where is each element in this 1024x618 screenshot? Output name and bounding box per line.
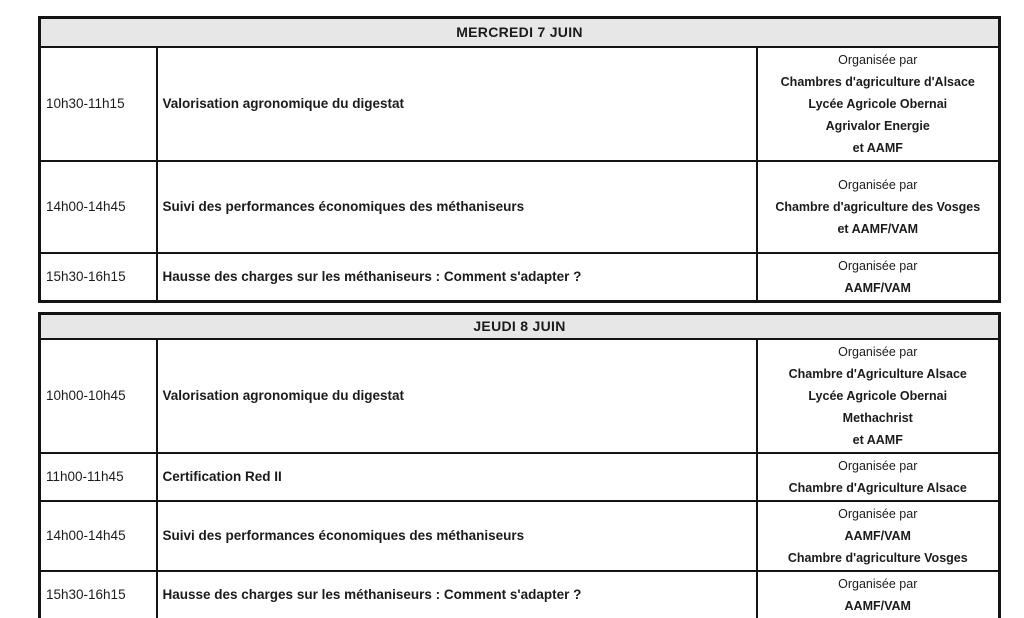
organizer-cell [757, 253, 1000, 302]
organizer-cell [757, 47, 1000, 161]
session-row [40, 571, 1000, 618]
organizer-cell [757, 501, 1000, 571]
organizer-label: Organisée par [838, 576, 918, 591]
session-cell: Hausse des charges sur les méthaniseurs : Comment s'adapter ? [157, 253, 757, 302]
organizer-name: AAMF/VAM [844, 280, 911, 295]
organizer-label: Organisée par [838, 177, 918, 192]
time-cell: 15h30-16h15 [40, 571, 157, 618]
session-cell: Suivi des performances économiques des méthaniseurs [157, 501, 757, 571]
day-title: JEUDI 8 JUIN [40, 314, 1000, 339]
session-cell: Certification Red II [157, 453, 757, 501]
organizer-name: Chambre d'Agriculture Alsace [788, 480, 967, 495]
organizer-cell [757, 339, 1000, 453]
time-cell: 14h00-14h45 [40, 161, 157, 253]
table-header-row [40, 314, 1000, 339]
organizer-cell [757, 571, 1000, 618]
organizer-name: Chambre d'agriculture des Vosges [775, 199, 981, 214]
schedule-table-wednesday [38, 16, 1001, 303]
organizer-label: Organisée par [838, 52, 918, 67]
session-row [40, 501, 1000, 571]
organizer-label: Organisée par [838, 258, 918, 273]
time-cell: 10h30-11h15 [40, 47, 157, 161]
session-cell: Valorisation agronomique du digestat [157, 47, 757, 161]
organizer-label: Organisée par [838, 506, 918, 521]
day-title: MERCREDI 7 JUIN [40, 18, 1000, 47]
session-cell: Hausse des charges sur les méthaniseurs : Comment s'adapter ? [157, 571, 757, 618]
organizer-name: et AAMF [852, 140, 903, 155]
time-cell: 10h00-10h45 [40, 339, 157, 453]
organizer-name: Lycée Agricole Obernai [808, 96, 948, 111]
organizer-label: Organisée par [838, 344, 918, 359]
session-row [40, 253, 1000, 302]
organizer-cell [757, 161, 1000, 253]
organizer-name: Chambres d'agriculture d'Alsace [780, 74, 975, 89]
time-cell: 15h30-16h15 [40, 253, 157, 302]
organizer-name: Methachrist [842, 410, 913, 425]
organizer-name: AAMF/VAM [844, 528, 911, 543]
table-header-row [40, 18, 1000, 47]
session-row [40, 339, 1000, 453]
time-cell: 14h00-14h45 [40, 501, 157, 571]
session-row [40, 161, 1000, 253]
organizer-name: Lycée Agricole Obernai [808, 388, 948, 403]
session-cell: Valorisation agronomique du digestat [157, 339, 757, 453]
time-cell: 11h00-11h45 [40, 453, 157, 501]
organizer-label: Organisée par [838, 458, 918, 473]
session-row [40, 453, 1000, 501]
organizer-name: Chambre d'Agriculture Alsace [788, 366, 967, 381]
organizer-cell [757, 453, 1000, 501]
organizer-name: AAMF/VAM [844, 598, 911, 613]
organizer-name: et AAMF [852, 432, 903, 447]
organizer-name: et AAMF/VAM [837, 221, 919, 236]
session-cell: Suivi des performances économiques des méthaniseurs [157, 161, 757, 253]
schedule-table-thursday [38, 312, 1001, 618]
organizer-name: Chambre d'agriculture Vosges [787, 550, 968, 565]
session-row [40, 47, 1000, 161]
organizer-name: Agrivalor Energie [825, 118, 930, 133]
